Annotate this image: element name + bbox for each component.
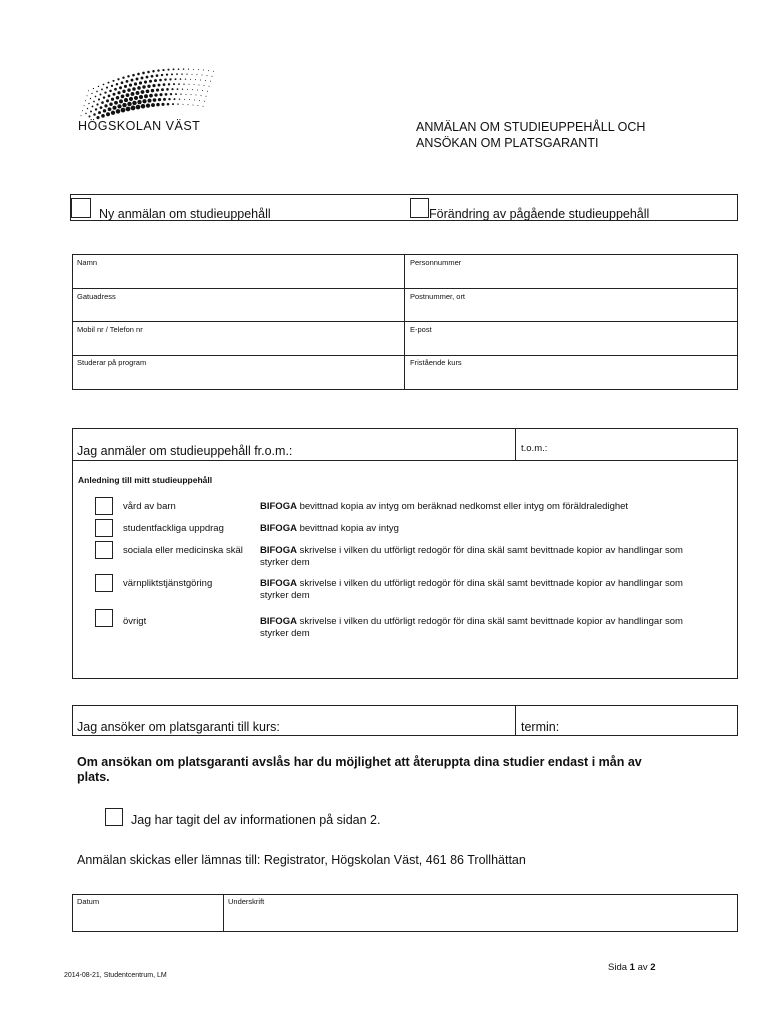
logo-dot [149,80,152,83]
logo-dot [161,103,164,106]
logo-dot [157,69,159,71]
logo-dot [166,74,168,76]
logo-dot [168,98,170,100]
attach-text: skrivelse i vilken du utförligt redogör för dina skäl samt bevittnade kopior av handlingar som styrker dem [260,616,683,639]
logo-dot [88,90,89,91]
attach-keyword: BIFOGA [260,578,297,589]
logo-dot [106,87,108,89]
leave-from-label: Jag anmäler om studieuppehåll fr.o.m.: [77,444,293,458]
logo-dot [209,86,210,87]
logo-dot [177,88,179,90]
logo-dot [93,101,95,103]
logo-dot [178,68,180,70]
logo-dot [166,88,169,91]
new-application-checkbox[interactable] [71,198,91,218]
address-label: Gatuadress [77,292,116,301]
logo-dot [183,104,184,105]
logo-dot [104,91,106,93]
logo-dot [127,75,129,77]
phone-field[interactable] [77,325,397,353]
logo-dot [139,95,143,99]
logo-dot [127,88,130,91]
logo-dot [207,91,208,92]
logo-dot [193,69,194,70]
logo-dot [188,69,189,70]
change-application-checkbox[interactable] [410,198,429,218]
logo-dot [190,79,191,80]
logo-dot [122,103,126,107]
attach-keyword: BIFOGA [260,501,297,512]
personnummer-label: Personnummer [410,258,462,267]
logo-dot [159,93,162,96]
logo-dot [208,70,209,71]
reason-social-medical-checkbox[interactable] [95,541,113,559]
logo-text: HÖGSKOLAN VÄST [78,119,201,133]
logo-dot [187,89,188,90]
logo-dot [156,74,159,77]
logo-dot [186,94,187,95]
logo-dot [183,84,184,85]
logo-dot [142,72,145,75]
logo-dot [87,108,88,109]
reason-military-label: värnpliktstjänstgöring [123,578,213,589]
logo-dot [204,85,205,86]
logo-dot [189,99,190,100]
logo-dot [108,82,110,84]
logo-dot [116,83,118,85]
logo-dot [98,86,99,87]
logo-dot [197,90,198,91]
logo-dot [132,87,136,91]
logo-dot [111,111,115,115]
logo-dot [112,80,114,82]
reason-military-checkbox[interactable] [95,574,113,592]
logo-dot [156,103,160,107]
logo-dot [170,93,172,95]
logo-dot [154,93,157,96]
logo-dot [180,78,182,80]
logo-dot [132,101,136,105]
logo-dot [206,96,207,97]
logo-dot [177,103,178,104]
logo-dot [194,100,195,101]
logo-dot [199,85,200,86]
title-line-2: ANSÖKAN OM PLATSGARANTI [416,136,599,150]
logo-dot [132,74,135,77]
logo-dot [85,113,86,114]
logo-dot [203,106,204,107]
logo-dot [121,81,124,84]
logo-dot [152,70,154,72]
program-label: Studerar på program [77,358,147,367]
logo-dot [207,75,208,76]
logo-dot [162,69,164,71]
logo-dot [126,107,131,112]
logo-dot [81,115,82,116]
title-line-1: ANMÄLAN OM STUDIEUPPEHÅLL OCH [416,120,646,134]
logo-dot [101,114,105,118]
logo-dot [197,74,198,75]
logo-dot [144,94,148,98]
logo-dot [161,74,163,76]
reason-military-attachment [260,578,710,602]
logo-dot [88,115,90,117]
logo-dot [117,104,121,108]
logo-dot [119,99,123,103]
logo-dot [122,90,125,93]
logo-dot [136,105,141,110]
logo-dot [146,76,149,79]
logo-dot [103,96,105,98]
logo-dot [103,109,106,112]
logo-dot [167,103,170,106]
logo-dot [100,106,103,109]
program-field[interactable] [77,358,397,386]
logo-dot [186,74,187,75]
logo-dot [152,84,155,87]
logo-dot [151,103,155,107]
logo-dot [202,75,203,76]
name-field[interactable] [77,258,397,286]
logo-dot [141,76,144,79]
logo-dot [104,104,107,107]
logo-dot [201,95,202,96]
logo-dot [172,103,174,105]
reason-union-checkbox[interactable] [95,519,113,537]
reason-other-label: övrigt [123,616,147,627]
logo-dot [129,97,133,101]
logo-dot [149,94,153,98]
logo-dot [111,98,114,101]
course-label: Fristående kurs [410,358,462,367]
email-label: E-post [410,325,432,334]
address-field[interactable] [77,292,397,320]
logo-dot [204,101,205,102]
logo-dot [117,78,119,80]
logo-dot [151,75,154,78]
attach-keyword: BIFOGA [260,523,297,534]
logo-dot [163,83,166,86]
logo-dot [127,102,131,106]
logo-dot [87,95,88,96]
logo-dot [109,90,112,93]
logo-dot [119,86,122,89]
reason-union-attachment [260,523,700,535]
logo-dot [91,93,92,94]
logo-dot [131,106,136,111]
logo-dot [114,88,117,91]
logo-dot [200,80,201,81]
send-to-text: Anmälan skickas eller lämnas till: Registrator, Högskolan Väst, 461 86 Trollhättan [77,853,526,867]
attach-keyword: BIFOGA [260,545,297,556]
logo-dot [168,83,170,85]
logo-dot [124,98,128,102]
logo-dot [176,73,178,75]
logo-dot [159,79,162,82]
logo-dot [103,84,105,86]
guarantee-notice: Om ansökan om platsgaranti avslås har du möjlighet att återuppta dina studier endast i mån av plats. [77,755,642,784]
logo-dot [154,79,157,82]
logo-dot [189,84,190,85]
logo-dot [144,80,147,83]
attach-text: bevittnad kopia av intyg om beräknad nedkomst eller intyg om föräldraledighet [296,501,629,512]
logo-dot [84,105,85,106]
logo-dot [203,70,204,71]
logo-dot [96,91,98,93]
logo-dot [134,96,138,100]
logo-dot [171,73,173,75]
logo-dot [136,91,140,95]
logo-dot [205,80,206,81]
logo-dot [175,93,177,95]
logo-dot [195,79,196,80]
phone-label: Mobil nr / Telefon nr [77,325,143,334]
guarantee-course-field[interactable] [77,720,280,734]
logo-dot [173,68,175,70]
logo-dot [137,100,141,104]
logo-dot [100,93,102,95]
logo-dot [108,107,112,111]
logo-dot [134,82,137,85]
logo-dot [158,84,161,87]
logo-dot [106,99,109,102]
reason-other-attachment [260,616,710,640]
leave-to-field[interactable] [521,443,547,454]
document-info: 2014-08-21, Studentcentrum, LM [64,972,167,979]
logo-dot [198,105,199,106]
logo-dot [131,92,135,96]
logo-dot [139,81,142,84]
logo-dot [174,98,176,100]
postcode-label: Postnummer, ort [410,292,466,301]
attach-text: skrivelse i vilken du utförligt redogör för dina skäl samt bevittnade kopior av handlingar som styrker dem [260,578,683,601]
logo-dot [98,98,100,100]
logo-dot [198,69,199,70]
logo-dot [147,71,150,74]
logo-dot [114,101,118,105]
logo-dot [213,71,214,72]
logo-dot [113,93,116,96]
guarantee-term-label: termin: [521,720,560,734]
new-application-label: Ny anmälan om studieuppehåll [99,207,271,221]
logo-dot [85,100,86,101]
logo-dot [117,91,120,94]
logo-dot [196,95,197,96]
course-field[interactable] [410,358,730,386]
logo-dot [146,103,150,107]
signature-field[interactable] [228,897,728,929]
postcode-field[interactable] [410,292,730,320]
logo-dot [179,98,180,99]
date-field[interactable] [77,897,217,929]
logo-dot [141,90,145,94]
logo-dot [167,69,169,71]
logo-dot [106,112,110,116]
logo-dot [192,74,193,75]
reason-childcare-attachment [260,501,700,513]
document-title [416,119,645,151]
logo-dot [146,89,150,93]
logo-dot [126,80,129,83]
logo-dot [180,93,181,94]
logo-dot [199,100,200,101]
logo-dot [121,108,126,113]
info-read-label: Jag har tagit del av informationen på sidan 2. [131,813,381,827]
signature-label: Underskrift [228,897,265,906]
logo-dot [165,93,168,96]
guarantee-term-field[interactable] [521,720,559,734]
date-label: Datum [77,897,100,906]
logo-dot [188,104,189,105]
logo-dot [88,103,89,104]
reason-other-checkbox[interactable] [95,609,113,627]
logo-dot [151,89,154,92]
info-read-checkbox[interactable] [105,808,123,826]
attach-text: bevittnad kopia av intyg [296,523,399,534]
logo-dot [112,106,116,110]
logo-dot [202,90,203,91]
logo-dot [116,109,121,114]
logo-dot [95,108,97,110]
logo-dot [192,89,193,90]
logo-dot [111,85,113,87]
logo-dot [173,83,175,85]
attach-text: skrivelse i vilken du utförligt redogör för dina skäl samt bevittnade kopior av handlingar som styrker dem [260,545,683,568]
logo-dot [137,73,140,76]
logo-dot [122,77,124,79]
name-label: Namn [77,258,98,267]
logo-dot [182,88,183,89]
logo-dot [164,78,166,80]
logo-dot [101,101,104,104]
logo-dot [82,110,83,111]
page-number: Sida 1 av 2 [608,962,656,973]
logo-dot [194,84,195,85]
logo-dot [142,85,145,88]
logo-dot [93,88,94,89]
logo-dot [175,78,177,80]
reason-childcare-label: vård av barn [123,501,176,512]
email-field[interactable] [410,325,730,353]
logo-dot [92,106,94,108]
logo-dot [129,84,132,87]
logo-dot [148,99,152,103]
logo-dot [98,111,101,114]
logo-dot [96,103,98,105]
logo-dot [181,73,183,75]
logo-dot [147,85,150,88]
logo-dot [191,94,192,95]
logo-dot [153,98,157,102]
logo-dot [126,93,130,97]
logo-dot [161,88,164,91]
logo-dot [137,86,141,90]
logo-dot [184,99,185,100]
logo-dot [183,68,184,69]
logo-dot [158,98,161,101]
logo-dot [121,95,125,99]
guarantee-course-label: Jag ansöker om platsgaranti till kurs: [77,720,280,734]
logo-dot [93,113,96,116]
logo-dot [163,98,166,101]
logo-dot [169,78,171,80]
logo-dot [142,99,146,103]
reason-heading: Anledning till mitt studieuppehåll [78,475,213,485]
logo-dot [101,89,103,91]
logo-dot [109,102,112,105]
reason-union-label: studentfackliga uppdrag [123,523,224,534]
logo-dot [193,105,194,106]
logo-dot [171,88,173,90]
logo-dot [178,83,180,85]
change-application-label: Förändring av pågående studieuppehåll [429,207,650,221]
logo-dot [131,79,134,82]
leave-from-field[interactable] [77,444,292,458]
logo-dot [108,94,111,97]
logo-dot [90,98,91,99]
logo-dot [212,76,213,77]
personnummer-field[interactable] [410,258,730,286]
logo-dot [124,85,127,88]
logo-dot [90,110,92,112]
reason-social-medical-label: sociala eller medicinska skäl [123,545,243,556]
logo-dot [95,96,97,98]
attach-keyword: BIFOGA [260,616,297,627]
logo-dot [141,104,146,109]
logo-dot [210,81,211,82]
logo-dot [116,96,119,99]
reason-childcare-checkbox[interactable] [95,497,113,515]
logo-dot [136,78,139,81]
leave-to-label: t.o.m.: [521,443,548,454]
logo-dot [156,88,159,91]
logo-dot [185,79,186,80]
reason-social-medical-attachment [260,545,710,569]
